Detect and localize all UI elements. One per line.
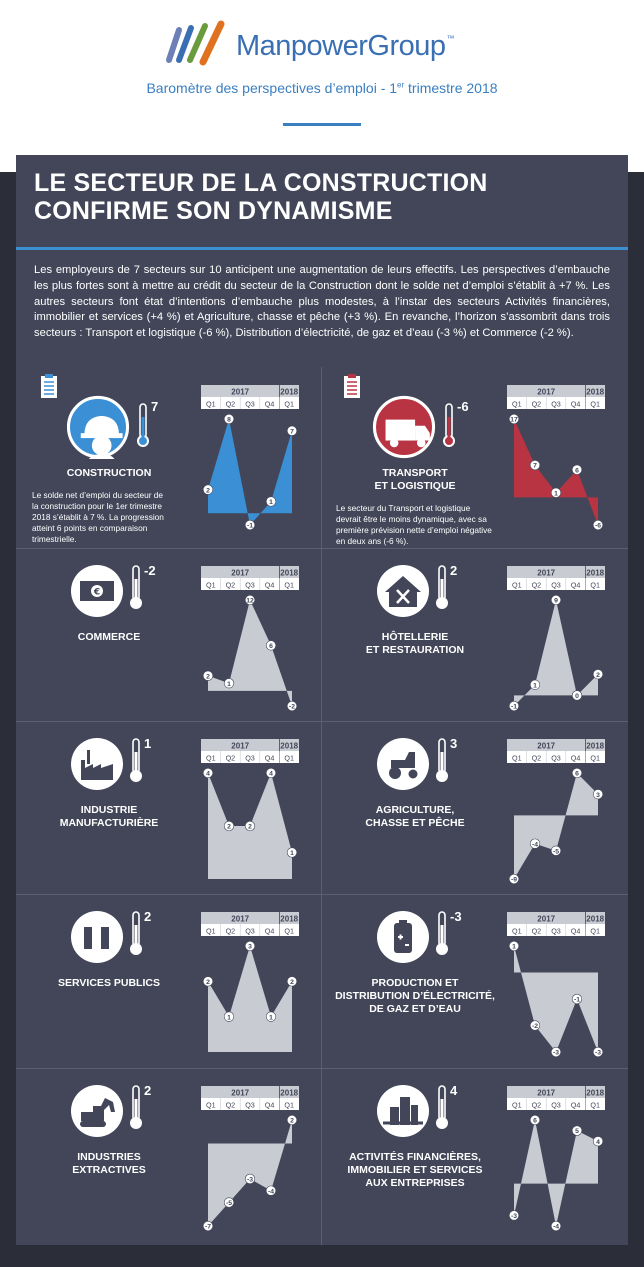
sector-cell-finance	[322, 1068, 628, 1244]
thermometer-icon	[435, 565, 449, 611]
data-label: 1	[512, 943, 516, 951]
quarter-label: Q1	[284, 1100, 294, 1110]
chart-area	[514, 1117, 598, 1226]
data-label: 2	[290, 1117, 294, 1125]
data-label: 5	[575, 1128, 579, 1136]
sector-name-line: SERVICES PUBLICS	[58, 977, 160, 989]
quarter-label: Q2	[531, 1100, 542, 1110]
thermometer-icon	[129, 738, 143, 784]
svg-text:€: €	[93, 587, 101, 598]
column-divider	[321, 367, 322, 1245]
sector-cell-transport	[322, 367, 628, 548]
clipboard-icon	[341, 373, 365, 401]
data-label: -3	[594, 1049, 602, 1057]
data-label: 12	[246, 597, 254, 605]
year-label: 2017	[231, 568, 250, 578]
sector-name-line: ET LOGISTIQUE	[374, 480, 456, 492]
sector-chart	[200, 912, 300, 1062]
sector-description-line: Le secteur du Transport et logistique	[336, 503, 471, 513]
data-label: -9	[510, 876, 518, 884]
sector-cell-electricite	[322, 894, 628, 1068]
data-label: -5	[552, 848, 560, 856]
year-label: 2017	[231, 914, 250, 924]
chart-area	[514, 597, 598, 706]
quarter-label: Q3	[551, 399, 561, 409]
year-label: 2017	[231, 741, 250, 751]
sector-name-line: DISTRIBUTION D’ÉLECTRICITÉ,	[335, 990, 495, 1002]
sector-name	[24, 467, 194, 480]
data-label: 6	[575, 770, 579, 778]
sector-description	[32, 490, 212, 545]
thermometer-icon	[129, 1085, 143, 1131]
page-header	[0, 0, 644, 172]
sector-name	[330, 804, 500, 830]
sector-description-line: première prévision nette d’emploi négative	[336, 525, 492, 535]
sector-name	[24, 977, 194, 990]
year-label: 2017	[537, 914, 556, 924]
year-label: 2018	[586, 741, 605, 751]
quarter-label: Q1	[512, 753, 522, 763]
quarter-label: Q2	[531, 753, 542, 763]
quarter-label: Q1	[590, 753, 600, 763]
sector-name	[330, 1151, 500, 1190]
data-label: 1	[290, 850, 294, 858]
quarter-label: Q2	[225, 399, 236, 409]
data-label: 1	[269, 499, 273, 507]
sector-description-line: trimestrielle.	[32, 534, 77, 544]
headline-divider	[16, 247, 628, 250]
sector-name-line: AUX ENTREPRISES	[365, 1177, 465, 1189]
sector-name-line: HÔTELLERIE	[381, 631, 449, 643]
thermometer-icon	[136, 403, 150, 449]
sector-cell-construction	[16, 367, 322, 548]
data-label: -1	[510, 703, 518, 711]
quarter-label: Q4	[264, 399, 275, 409]
data-label: 2	[206, 978, 210, 986]
data-label: -3	[552, 1049, 560, 1057]
manpower-logo-icon	[163, 20, 233, 66]
sector-chart	[506, 385, 606, 535]
quarter-label: Q1	[206, 580, 216, 590]
sector-description-line: devrait être le moins dynamique, avec sa	[336, 514, 487, 524]
quarter-label: Q3	[245, 753, 255, 763]
chart-area	[514, 419, 598, 525]
restaurant-house-icon	[377, 565, 429, 617]
thermometer-icon	[129, 911, 143, 957]
sector-name-line: INDUSTRIE	[80, 804, 138, 816]
year-label: 2018	[280, 387, 299, 397]
data-label: -3	[510, 1213, 518, 1220]
sector-description-line: 2018 s’établit à 7 %. La progression	[32, 512, 164, 522]
hardhat-worker-icon	[66, 395, 130, 459]
quarter-label: Q2	[225, 926, 236, 936]
sector-chart	[200, 739, 300, 889]
data-label: -7	[204, 1223, 212, 1231]
quarter-label: Q3	[245, 580, 255, 590]
city-buildings-icon	[377, 1085, 429, 1137]
data-label: 3	[596, 791, 600, 799]
factory-icon	[71, 738, 123, 790]
year-label: 2018	[586, 568, 605, 578]
sector-name-line: TRANSPORT	[382, 467, 448, 479]
thermometer-icon	[442, 403, 456, 449]
headline: LE SECTEUR DE LA CONSTRUCTION CONFIRME SON DYNAMISME	[34, 169, 488, 225]
sector-name-line: AGRICULTURE,	[375, 804, 455, 816]
quarter-label: Q4	[570, 753, 581, 763]
data-label: 8	[227, 416, 231, 424]
quarter-label: Q3	[551, 926, 561, 936]
sector-current-value: 2	[144, 1083, 152, 1098]
data-label: -3	[246, 1176, 254, 1184]
year-label: 2017	[537, 568, 556, 578]
data-label: 2	[290, 978, 294, 986]
data-label: -1	[246, 522, 254, 530]
quarter-label: Q3	[245, 399, 255, 409]
quarter-label: Q4	[570, 399, 581, 409]
quarter-label: Q4	[264, 753, 275, 763]
sector-chart	[506, 912, 606, 1062]
data-label: -2	[288, 703, 296, 711]
row-divider	[16, 548, 628, 549]
data-label: 9	[554, 597, 558, 605]
thermometer-icon	[435, 1085, 449, 1131]
quarter-label: Q1	[590, 926, 600, 936]
sector-chart	[200, 1086, 300, 1236]
sector-current-value: -2	[144, 563, 156, 578]
sector-name	[330, 631, 500, 657]
year-label: 2018	[586, 1088, 605, 1098]
sector-description-line: en deux ans (-6 %).	[336, 536, 409, 546]
sector-name-line: EXTRACTIVES	[72, 1164, 146, 1176]
sector-name	[24, 804, 194, 830]
year-label: 2017	[231, 387, 250, 397]
header-divider	[283, 123, 361, 126]
quarter-label: Q1	[206, 753, 216, 763]
data-label: 2	[206, 487, 210, 495]
chart-area	[512, 943, 598, 1052]
tractor-icon	[377, 738, 429, 790]
quarter-label: Q1	[512, 926, 522, 936]
chart-area	[208, 1117, 294, 1226]
sector-name	[24, 631, 194, 644]
sector-name	[330, 977, 500, 1016]
sector-name-line: CHASSE ET PÊCHE	[365, 817, 465, 829]
year-label: 2017	[537, 1088, 556, 1098]
sector-cell-commerce	[16, 548, 322, 721]
quarter-label: Q1	[590, 399, 600, 409]
data-label: -1	[573, 996, 581, 1004]
sector-cell-hotellerie	[322, 548, 628, 721]
quarter-label: Q1	[590, 1100, 600, 1110]
data-label: 17	[510, 416, 518, 424]
sector-description	[336, 503, 516, 547]
data-label: 1	[269, 1014, 273, 1022]
quarter-label: Q3	[551, 580, 561, 590]
page-subtitle: Baromètre des perspectives d’emploi - 1er trimestre 2018	[146, 80, 498, 96]
data-label: 2	[206, 673, 210, 681]
data-label: 3	[248, 943, 252, 951]
row-divider	[16, 1068, 628, 1069]
data-label: 6	[533, 1117, 537, 1125]
data-label: 7	[533, 462, 537, 470]
sector-chart	[506, 1086, 606, 1236]
quarter-label: Q1	[590, 580, 600, 590]
data-label: 6	[575, 467, 579, 475]
chart-area	[208, 597, 292, 706]
sector-current-value: 4	[450, 1083, 458, 1098]
quarter-label: Q1	[206, 926, 216, 936]
thermometer-icon	[435, 911, 449, 957]
sector-name-line: MANUFACTURIÈRE	[59, 817, 159, 829]
quarter-label: Q1	[284, 926, 294, 936]
sector-cell-extractives	[16, 1068, 322, 1244]
quarter-label: Q1	[284, 399, 294, 409]
data-label: 4	[596, 1138, 600, 1146]
sector-current-value: -6	[457, 399, 469, 414]
data-label: 2	[248, 823, 252, 831]
quarter-label: Q2	[225, 753, 236, 763]
year-label: 2017	[537, 387, 556, 397]
quarter-label: Q2	[531, 580, 542, 590]
sector-name-line: PRODUCTION ET	[371, 977, 459, 989]
sector-current-value: -3	[450, 909, 462, 924]
sector-current-value: 2	[450, 563, 458, 578]
sector-name-line: DE GAZ ET D’EAU	[369, 1003, 461, 1015]
sector-name-line: INDUSTRIES	[77, 1151, 141, 1163]
sector-current-value: 2	[144, 909, 152, 924]
data-label: -2	[531, 1023, 539, 1031]
data-label: 1	[227, 680, 231, 688]
quarter-label: Q1	[206, 399, 216, 409]
sector-chart	[506, 566, 606, 716]
sector-current-value: 7	[151, 399, 159, 414]
quarter-label: Q1	[284, 580, 294, 590]
quarter-label: Q4	[570, 926, 581, 936]
quarter-label: Q3	[551, 753, 561, 763]
cash-register-icon	[71, 565, 123, 617]
quarter-label: Q4	[264, 1100, 275, 1110]
sector-name-line: COMMERCE	[77, 631, 141, 643]
public-building-icon	[71, 911, 123, 963]
sector-name	[330, 467, 500, 493]
battery-icon	[377, 911, 429, 963]
quarter-label: Q4	[264, 926, 275, 936]
sector-description-line: Le solde net d’emploi du secteur de	[32, 490, 163, 500]
sector-description-line: la construction pour le 1er trimestre	[32, 501, 163, 511]
sector-cell-industrie	[16, 721, 322, 894]
year-label: 2018	[586, 387, 605, 397]
data-label: -4	[552, 1223, 560, 1231]
intro-paragraph: Les employeurs de 7 secteurs sur 10 anticipent une augmentation de leurs effectifs. Les perspectives d’embauche les plus fortes sont à mettre au crédit du secteur de la Construction dont le solde net d’emploi s’établit à +7 %. Les autres secteurs font état d’intentions d’embauche plus modestes, à l’instar des secteurs Activités financières, immobilier et services (+4 %) et Agriculture, chasse et pêche (+3 %). En revanche, l’horizon s’assombrit dans trois secteurs : Transport et logistique (-6 %), Distribution d’électricité, de gaz et d’eau (-3 %) et Commerce (-2 %).	[34, 264, 610, 340]
quarter-label: Q4	[570, 580, 581, 590]
quarter-label: Q1	[512, 399, 522, 409]
quarter-label: Q2	[531, 926, 542, 936]
data-label: 4	[269, 770, 273, 778]
infographic-panel	[16, 155, 628, 1245]
sector-cell-services-publics	[16, 894, 322, 1068]
sector-current-value: 3	[450, 736, 458, 751]
thermometer-icon	[435, 738, 449, 784]
data-label: 2	[596, 671, 600, 679]
sector-chart	[200, 385, 300, 535]
chart-area	[208, 416, 292, 525]
data-label: -4	[267, 1188, 275, 1196]
data-label: 1	[533, 682, 537, 690]
sector-description-line: atteint 6 points en comparaison	[32, 523, 148, 533]
data-label: 1	[227, 1014, 231, 1022]
year-label: 2018	[280, 914, 299, 924]
sector-chart	[200, 566, 300, 716]
sector-current-value: 1	[144, 736, 152, 751]
data-label: 2	[227, 823, 231, 831]
chart-area	[514, 770, 598, 879]
year-label: 2017	[231, 1088, 250, 1098]
quarter-label: Q2	[531, 399, 542, 409]
data-label: 1	[554, 490, 558, 498]
quarter-label: Q4	[570, 1100, 581, 1110]
year-label: 2018	[280, 741, 299, 751]
row-divider	[16, 894, 628, 895]
quarter-label: Q3	[245, 1100, 255, 1110]
brand-wordmark: ManpowerGroup™	[236, 30, 454, 62]
year-label: 2018	[280, 568, 299, 578]
data-label: 0	[575, 693, 579, 700]
sector-name-line: CONSTRUCTION	[66, 467, 152, 479]
quarter-label: Q1	[206, 1100, 216, 1110]
quarter-label: Q1	[512, 580, 522, 590]
sector-name	[24, 1151, 194, 1177]
sector-chart	[506, 739, 606, 889]
excavator-icon	[71, 1085, 123, 1137]
truck-icon	[372, 395, 436, 459]
data-label: 6	[269, 643, 273, 651]
sector-name-line: ACTIVITÉS FINANCIÈRES,	[349, 1151, 481, 1163]
data-label: -5	[225, 1200, 233, 1208]
chart-area	[208, 943, 292, 1052]
sector-name-line: IMMOBILIER ET SERVICES	[347, 1164, 483, 1176]
thermometer-icon	[129, 565, 143, 611]
quarter-label: Q3	[245, 926, 255, 936]
quarter-label: Q3	[551, 1100, 561, 1110]
year-label: 2018	[280, 1088, 299, 1098]
clipboard-icon	[38, 373, 62, 401]
year-label: 2017	[537, 741, 556, 751]
row-divider	[16, 721, 628, 722]
quarter-label: Q2	[225, 1100, 236, 1110]
quarter-label: Q1	[284, 753, 294, 763]
sector-cell-agriculture	[322, 721, 628, 894]
sector-name-line: ET RESTAURATION	[365, 644, 465, 656]
quarter-label: Q4	[264, 580, 275, 590]
data-label: -6	[594, 522, 602, 530]
quarter-label: Q2	[225, 580, 236, 590]
data-label: -4	[531, 841, 539, 849]
year-label: 2018	[586, 914, 605, 924]
quarter-label: Q1	[512, 1100, 522, 1110]
data-label: 7	[290, 428, 294, 436]
data-label: 4	[206, 770, 210, 778]
